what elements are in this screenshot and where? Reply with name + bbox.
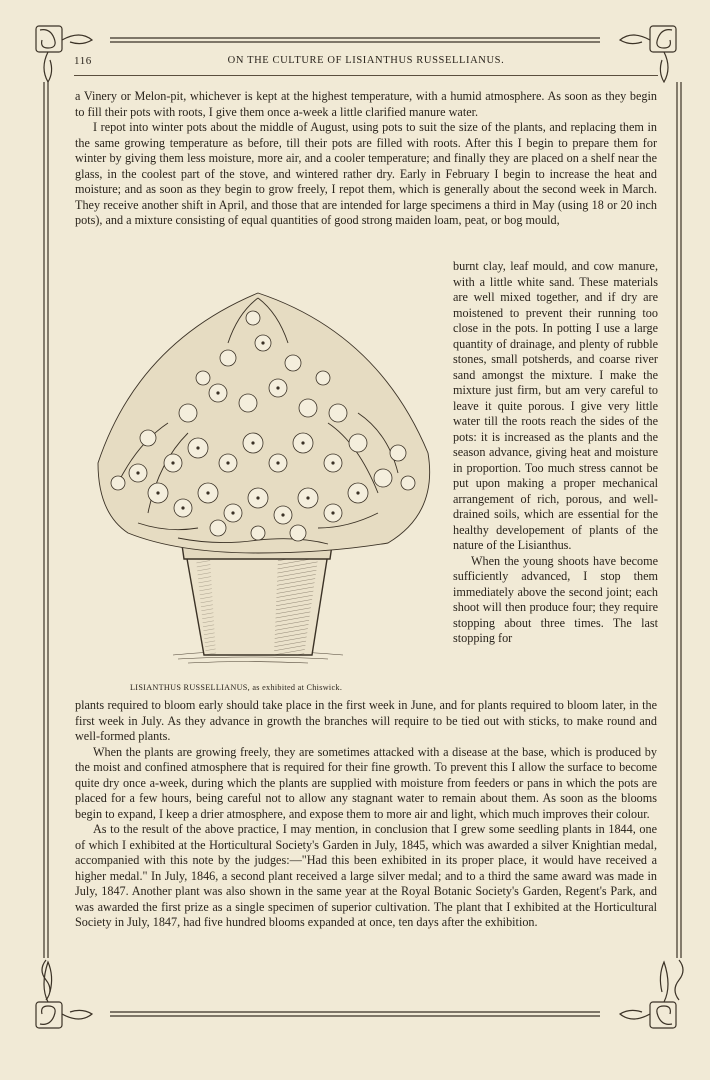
paragraph: I repot into winter pots about the middle of August, using pots to suit the size of the plants, and replacing them in the same growing temperature as before, till their pots are filled with roots. After this I begin to prepare them for winter by giving them less moisture, more air, and a cooler temperature; and finally they are placed on a shelf near the glass, in the coolest part of the stove, and wintered rather dry. Early in February I begin to increase the heat and moisture; and as soon as they begin to grow freely, I repot them, which is generally about the second week in March. They receive another shift in April, and those that are intended for large specimens a third in May (using 18 or 20 inch pots), and a mixture consisting of equal quantities of good strong maiden loam, peat, or bog mould, xyxy=(75,120,657,227)
lisianthus-illustration xyxy=(78,283,438,673)
figure-caption: LISIANTHUS RUSSELLIANUS, as exhibited at Chiswick. xyxy=(130,683,343,692)
paragraph: When the plants are growing freely, they are sometimes attacked with a disease at the base, which is produced by the moist and confined atmosphere that is required for their fine growth. To prevent this I allow the surface to become quite dry once a-week, during which the plants are supplied with moisture from feeders or pans in which the pots are placed for a few hours, being careful not to allow any stagnant water to remain about them. As soon as the blooms begin to expand, I keep a drier atmosphere, and expose them to more air and light, which much improves their colour. xyxy=(75,744,657,821)
body-text-bottom xyxy=(75,698,657,931)
paragraph: plants required to bloom early should take place in the first week in June, and for plants required to bloom later, in the first week in July. As they advance in growth the branches will require to be tied out with sticks, to make round and well-formed plants. xyxy=(75,698,657,743)
paragraph: burnt clay, leaf mould, and cow manure, with a little white sand. These materials are well mixed together, and if dry are moistened to prevent their running too close in the pots. In potting I use a large quantity of drainage, and plenty of rubble stones, small potsherds, and coarse river sand amongst the mixture. I make the mixture just firm, but am very careful to leave it quite porous. I give very little water till the roots reach the sides of the pots: it is increased as the plants and the season advance, giving heat and moisture in proportion. Too much stress cannot be put upon making a proper mechanical arrangement of rich, porous, and well-drained soils, which are essential for the healthy developement of plants of the nature of the Lisianthus. xyxy=(453,259,658,552)
corner-ornament-br xyxy=(620,962,676,1028)
body-text-side-column xyxy=(453,259,658,647)
page-number: 116 xyxy=(74,55,92,67)
paragraph: As to the result of the above practice, I may mention, in conclusion that I grew some seedling plants in 1844, one of which I exhibited at the Horticultural Society's Garden in July, 1845, which was awarded a silver Knightian medal, accompanied with this note by the judges:—"Had this been exhibited in its proper place, it would have received a higher medal." In July, 1846, a second plant received a large silver medal; and to a third the same award was made in July, 1847. Another plant was also shown in the same year at the Royal Botanic Society's Garden, Regent's Park, and was awarded the first prize as a single specimen of superior cultivation. The plant that I exhibited at the Horticultural Society in July, 1847, had five hundred blooms expanded at once, ten days after the exhibition. xyxy=(75,822,657,929)
paragraph: a Vinery or Melon-pit, whichever is kept at the highest temperature, with a humid atmosphere. As soon as they begin to fill their pots with roots, I give them once a-week a little clarified manure water. xyxy=(75,89,657,119)
page-header xyxy=(74,55,658,71)
header-rule xyxy=(74,72,658,76)
paragraph: When the young shoots have become sufficiently advanced, I stop them immediately above the second joint; each shoot will then produce four; they require stopping about three times. The last stopping for xyxy=(453,553,658,645)
flower-pot xyxy=(182,545,332,655)
running-title: ON THE CULTURE OF LISIANTHUS RUSSELLIANUS. xyxy=(227,55,505,66)
foliage xyxy=(98,293,430,553)
corner-ornament-bl xyxy=(36,962,92,1028)
body-text-top xyxy=(75,89,657,229)
